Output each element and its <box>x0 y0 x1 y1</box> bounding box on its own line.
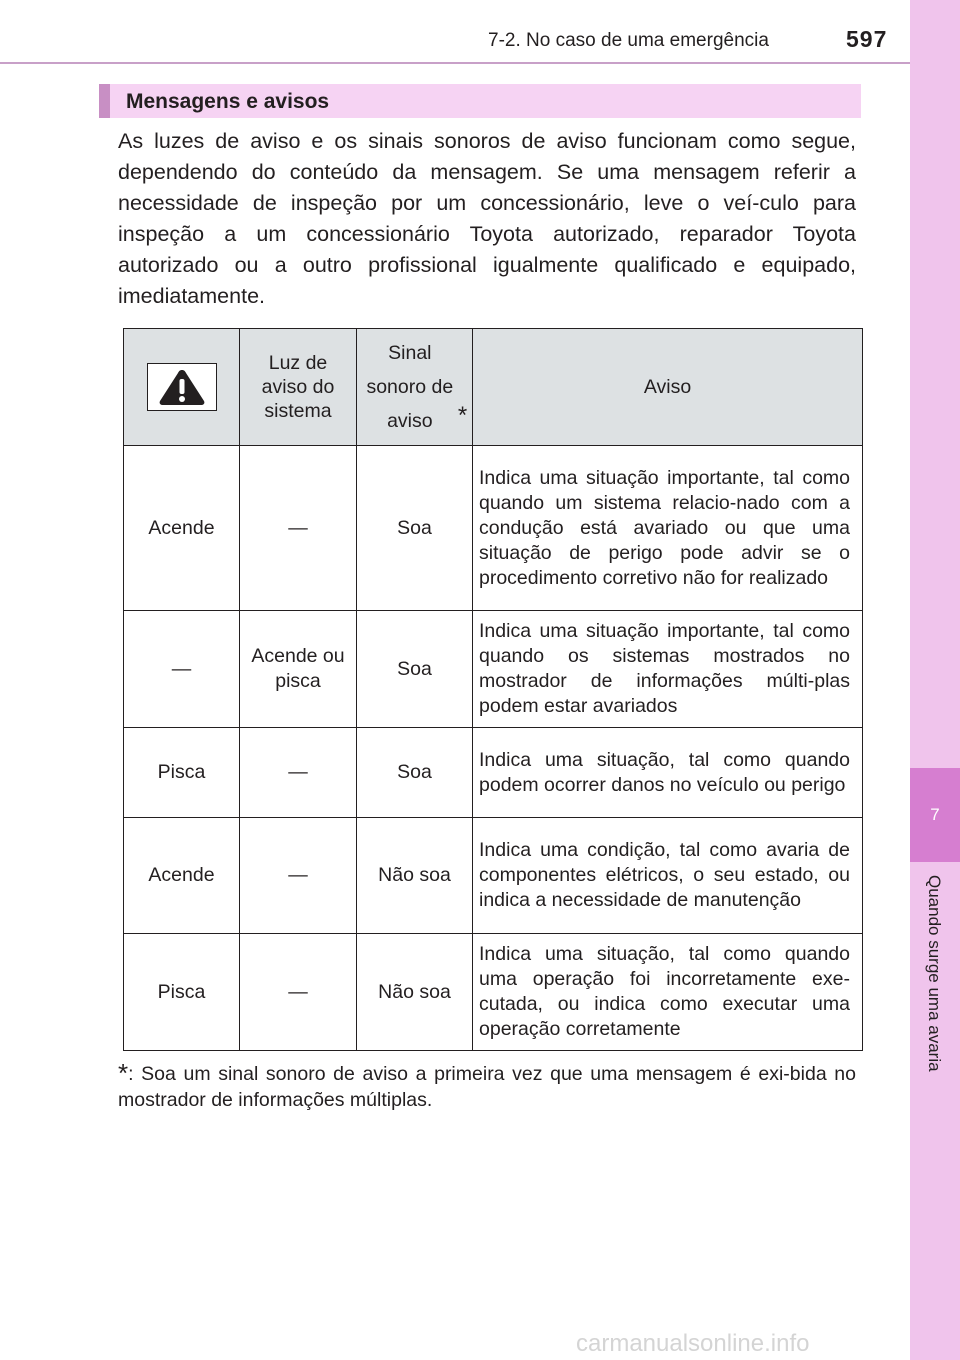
buzzer-cell: Soa <box>357 728 473 818</box>
system-cell: — <box>240 728 357 818</box>
table-header-row <box>124 329 863 446</box>
warning-header: Aviso <box>473 329 863 446</box>
master-cell: Pisca <box>124 934 240 1051</box>
watermark: carmanualsonline.info <box>576 1330 810 1357</box>
buzzer-footnote-mark: * <box>457 402 468 429</box>
master-cell: Pisca <box>124 728 240 818</box>
system-cell: — <box>240 446 357 611</box>
buzzer-cell: Não soa <box>357 934 473 1051</box>
header-section-title: 7-2. No caso de uma emergência <box>488 30 769 51</box>
description-cell: Indica uma condição, tal como avaria de componentes elétricos, o seu estado, ou indica a necessidade de manutenção <box>473 818 863 934</box>
buzzer-cell: Soa <box>357 611 473 728</box>
system-cell: Acende ou pisca <box>240 611 357 728</box>
master-cell: Acende <box>124 446 240 611</box>
buzzer-cell: Não soa <box>357 818 473 934</box>
table-row <box>124 934 863 1051</box>
description-cell: Indica uma situação importante, tal como quando um sistema relacio-nado com a condução está avariado ou que uma situação de perigo pode advir se o procedimento corretivo não for realizado <box>473 446 863 611</box>
footnote <box>118 1060 856 1113</box>
master-cell: Acende <box>124 818 240 934</box>
chapter-title: Quando surge uma avaria <box>925 875 944 1072</box>
buzzer-header-label: Sinal sonoro de aviso <box>366 342 454 432</box>
description-cell: Indica uma situação importante, tal como quando os sistemas mostrados no mostrador de informações múlti-plas podem estar avariados <box>473 611 863 728</box>
table-row <box>124 611 863 728</box>
master-cell: — <box>124 611 240 728</box>
chapter-number: 7 <box>930 805 940 824</box>
footnote-mark: * <box>118 1058 129 1088</box>
table-row <box>124 728 863 818</box>
master-warning-header <box>124 329 240 446</box>
buzzer-cell: Soa <box>357 446 473 611</box>
description-cell: Indica uma situação, tal como quando uma operação foi incorretamente exe-cutada, ou indica como executar uma operação corretamente <box>473 934 863 1051</box>
buzzer-header <box>357 329 473 446</box>
section-title: Mensagens e avisos <box>126 90 330 113</box>
footnote-text: : Soa um sinal sonoro de aviso a primeira vez que uma mensagem é exi-bida no mostrador de informações múltiplas. <box>118 1063 856 1111</box>
warning-triangle-icon <box>147 363 217 411</box>
description-cell: Indica uma situação, tal como quando podem ocorrer danos no veículo ou perigo <box>473 728 863 818</box>
chapter-side-tab <box>910 0 960 1360</box>
table-row <box>124 446 863 611</box>
system-cell: — <box>240 818 357 934</box>
page-number: 597 <box>846 26 888 52</box>
table-row <box>124 818 863 934</box>
system-cell: — <box>240 934 357 1051</box>
header-rule <box>0 62 910 64</box>
section-heading-bar <box>99 84 861 118</box>
system-light-header: Luz de aviso do sistema <box>240 329 357 446</box>
warning-message-table <box>123 328 863 1051</box>
intro-paragraph: As luzes de aviso e os sinais sonoros de aviso funcionam como segue, dependendo do conteúdo da mensagem. Se uma mensagem referir a necessidade de inspeção por um concessionário, leve o veí-culo para inspeção a um concessionário Toyota autorizado, reparador Toyota autorizado ou a outro profissional igualmente qualificado e equipado, imediatamente. <box>118 129 856 308</box>
